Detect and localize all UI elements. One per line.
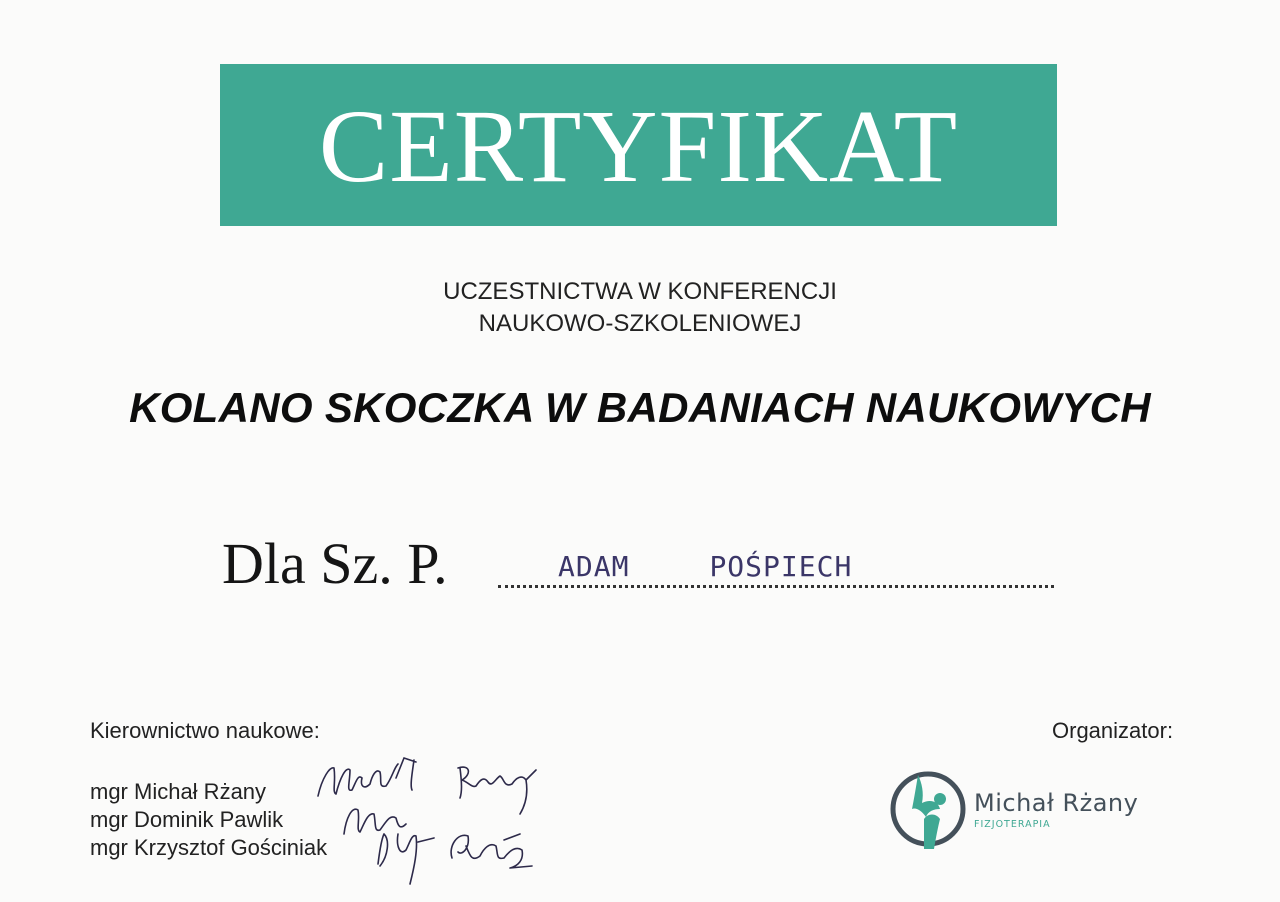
leader-name: mgr Dominik Pawlik: [90, 807, 284, 832]
leader-name: mgr Michał Rżany: [90, 779, 267, 804]
organizer-logo: [888, 765, 1188, 855]
conference-title: KOLANO SKOCZKA W BADANIACH NAUKOWYCH: [129, 384, 1151, 431]
certificate-title: CERTYFIKAT: [318, 89, 959, 204]
recipient-last-name: POŚPIECH: [709, 550, 853, 583]
recipient-name: [558, 550, 852, 583]
recipient-first-name: ADAM: [558, 550, 630, 583]
knee-joint-logo-icon: [888, 765, 968, 855]
leader-name: mgr Krzysztof Gościniak: [90, 835, 328, 860]
recipient-line: [222, 530, 1062, 600]
certificate-banner: [220, 64, 1057, 226]
logo-name: Michał Rżany: [974, 789, 1139, 817]
dotted-name-line: [498, 585, 1054, 588]
logo-tagline: FIZJOTERAPIA: [974, 819, 1051, 830]
recipient-prefix: Dla Sz. P.: [222, 531, 448, 596]
certificate-subtitle: UCZESTNICTWA W KONFERENCJI NAUKOWO-SZKOLENIOWEJ: [443, 278, 837, 337]
handwritten-signatures: [300, 738, 560, 888]
organizer-label: Organizator:: [1052, 718, 1174, 743]
leadership-label: Kierownictwo naukowe:: [90, 718, 320, 743]
leadership-names: [90, 778, 327, 862]
